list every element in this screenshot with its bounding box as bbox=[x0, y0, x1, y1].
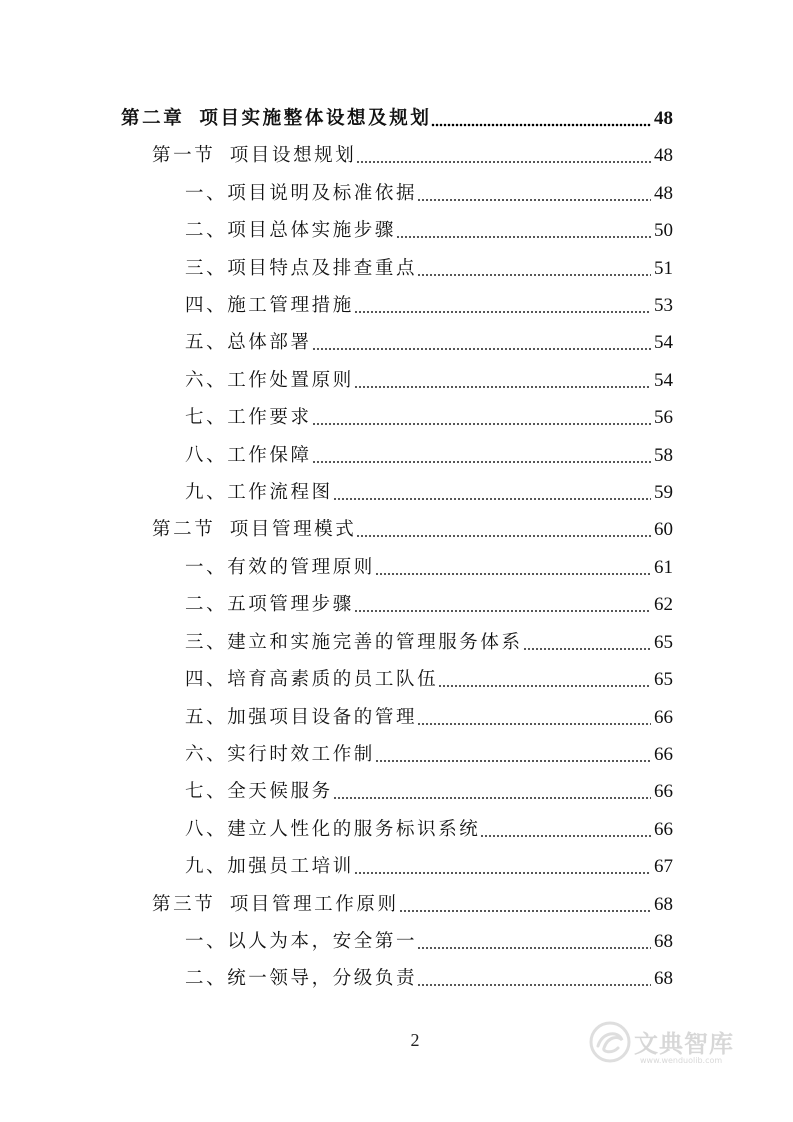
toc-item-entry bbox=[0, 811, 673, 848]
toc-item-title: 三、项目特点及排查重点 bbox=[185, 257, 418, 279]
dot-leader bbox=[312, 399, 651, 436]
toc-item-entry bbox=[0, 549, 673, 586]
watermark-brand: 文典智库 bbox=[634, 1030, 734, 1058]
toc-chapter-page: 48 bbox=[654, 108, 673, 129]
dot-leader bbox=[396, 212, 651, 249]
toc-item-page: 48 bbox=[654, 182, 673, 204]
dot-leader bbox=[480, 811, 651, 848]
toc-item-title: 四、施工管理措施 bbox=[185, 295, 354, 317]
toc-item-title: 九、工作流程图 bbox=[185, 482, 333, 504]
toc-item-entry bbox=[0, 624, 673, 661]
toc-section-entry bbox=[0, 511, 673, 548]
toc-item-entry bbox=[0, 175, 673, 212]
toc-item-page: 66 bbox=[654, 818, 673, 840]
toc-item-page: 68 bbox=[654, 930, 673, 952]
toc-chapter-title: 第二章 项目实施整体设想及规划 bbox=[121, 108, 432, 129]
toc-section-page: 48 bbox=[654, 145, 673, 167]
toc-item-page: 53 bbox=[654, 295, 673, 317]
dot-leader bbox=[417, 250, 651, 287]
toc-item-entry bbox=[0, 699, 673, 736]
toc-item-entry bbox=[0, 212, 673, 249]
toc-item-title: 九、加强员工培训 bbox=[185, 856, 354, 878]
dot-leader bbox=[333, 773, 651, 810]
toc-item-entry bbox=[0, 586, 673, 623]
dot-leader bbox=[312, 324, 651, 361]
toc-item-title: 三、建立和实施完善的管理服务体系 bbox=[185, 631, 523, 653]
dot-leader bbox=[399, 886, 651, 923]
dot-leader bbox=[431, 100, 651, 137]
dot-leader bbox=[438, 661, 651, 698]
watermark bbox=[588, 1016, 753, 1072]
toc-item-entry bbox=[0, 287, 673, 324]
toc-item-entry bbox=[0, 437, 673, 474]
toc-section-title: 第三节 项目管理工作原则 bbox=[152, 893, 399, 915]
watermark-logo-icon bbox=[588, 1020, 632, 1064]
toc-section-page: 68 bbox=[654, 893, 673, 915]
toc-item-entry bbox=[0, 474, 673, 511]
toc-section-entry bbox=[0, 886, 673, 923]
toc-item-title: 一、有效的管理原则 bbox=[185, 556, 375, 578]
toc-item-title: 二、五项管理步骤 bbox=[185, 594, 354, 616]
table-of-contents bbox=[0, 100, 673, 998]
toc-item-entry bbox=[0, 848, 673, 885]
toc-item-entry bbox=[0, 362, 673, 399]
dot-leader bbox=[312, 437, 651, 474]
toc-item-page: 65 bbox=[654, 669, 673, 691]
toc-item-entry bbox=[0, 661, 673, 698]
toc-item-entry bbox=[0, 324, 673, 361]
toc-section-entry bbox=[0, 137, 673, 174]
toc-item-title: 六、实行时效工作制 bbox=[185, 743, 375, 765]
dot-leader bbox=[354, 848, 651, 885]
toc-item-title: 五、总体部署 bbox=[185, 332, 312, 354]
toc-item-title: 一、项目说明及标准依据 bbox=[185, 182, 418, 204]
dot-leader bbox=[333, 474, 651, 511]
toc-item-title: 七、全天候服务 bbox=[185, 781, 333, 803]
toc-item-entry bbox=[0, 399, 673, 436]
toc-item-page: 66 bbox=[654, 743, 673, 765]
toc-item-page: 50 bbox=[654, 220, 673, 242]
dot-leader bbox=[417, 175, 651, 212]
dot-leader bbox=[354, 586, 651, 623]
toc-section-title: 第一节 项目设想规划 bbox=[152, 145, 357, 167]
toc-section-title: 第二节 项目管理模式 bbox=[152, 519, 357, 541]
toc-item-page: 61 bbox=[654, 556, 673, 578]
toc-item-page: 56 bbox=[654, 407, 673, 429]
dot-leader bbox=[375, 736, 651, 773]
dot-leader bbox=[356, 511, 651, 548]
toc-item-page: 51 bbox=[654, 257, 673, 279]
dot-leader bbox=[356, 137, 651, 174]
toc-item-page: 54 bbox=[654, 369, 673, 391]
dot-leader bbox=[417, 960, 651, 997]
toc-item-title: 四、培育高素质的员工队伍 bbox=[185, 669, 439, 691]
toc-item-entry bbox=[0, 773, 673, 810]
dot-leader bbox=[354, 287, 651, 324]
page-number: 2 bbox=[410, 1030, 420, 1050]
toc-item-entry bbox=[0, 960, 673, 997]
dot-leader bbox=[417, 923, 651, 960]
dot-leader bbox=[354, 362, 651, 399]
dot-leader bbox=[375, 549, 651, 586]
toc-item-title: 二、项目总体实施步骤 bbox=[185, 220, 397, 242]
toc-item-page: 54 bbox=[654, 332, 673, 354]
toc-item-title: 七、工作要求 bbox=[185, 407, 312, 429]
toc-chapter-entry bbox=[0, 100, 673, 137]
toc-item-title: 六、工作处置原则 bbox=[185, 369, 354, 391]
toc-item-page: 65 bbox=[654, 631, 673, 653]
toc-item-title: 八、建立人性化的服务标识系统 bbox=[185, 818, 481, 840]
toc-item-entry bbox=[0, 250, 673, 287]
toc-section-page: 60 bbox=[654, 519, 673, 541]
toc-item-title: 一、以人为本，安全第一 bbox=[185, 930, 418, 952]
toc-item-page: 66 bbox=[654, 706, 673, 728]
toc-item-page: 62 bbox=[654, 594, 673, 616]
toc-item-page: 58 bbox=[654, 444, 673, 466]
toc-item-entry bbox=[0, 736, 673, 773]
toc-item-entry bbox=[0, 923, 673, 960]
toc-item-page: 67 bbox=[654, 856, 673, 878]
toc-item-title: 五、加强项目设备的管理 bbox=[185, 706, 418, 728]
toc-item-page: 59 bbox=[654, 482, 673, 504]
dot-leader bbox=[523, 624, 651, 661]
watermark-url: www.wenduolib.com bbox=[640, 1056, 723, 1065]
toc-item-page: 68 bbox=[654, 968, 673, 990]
toc-item-page: 66 bbox=[654, 781, 673, 803]
dot-leader bbox=[417, 699, 651, 736]
toc-item-title: 二、统一领导，分级负责 bbox=[185, 968, 418, 990]
toc-item-title: 八、工作保障 bbox=[185, 444, 312, 466]
